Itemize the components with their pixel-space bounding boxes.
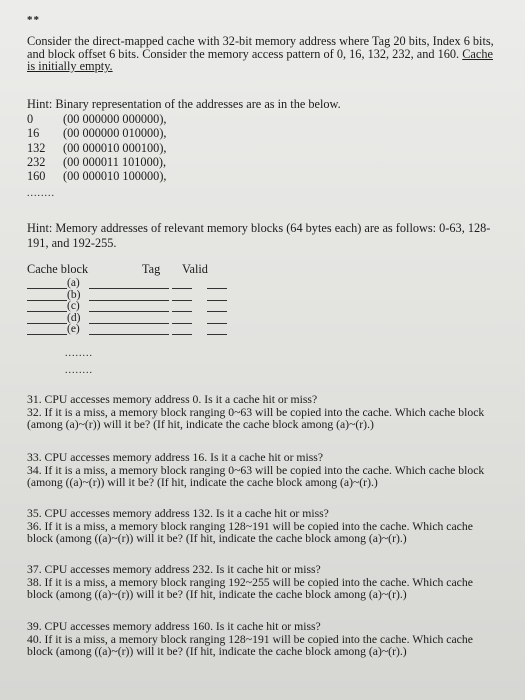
question-line: 33. CPU accesses memory address 16. Is it a cache hit or miss?: [27, 451, 324, 464]
address-binary: (00 000011 101000),: [63, 154, 167, 169]
question-line: 35. CPU accesses memory address 132. Is it a cache hit or miss?: [27, 507, 329, 520]
question-group: [27, 564, 497, 602]
address-row: [27, 126, 167, 140]
address-list: [27, 112, 167, 183]
question-line: 32. If it is a miss, a memory block ranging 0~63 will be copied into the cache. Which cache block (among (a)~(r)) will it be? (If hit, indicate the cache block among (a)~(r).): [27, 405, 485, 432]
address-binary: (00 000010 100000),: [63, 169, 167, 184]
question-line: 34. If it is a miss, a memory block ranging 0~63 will be copied into the cache. Which cache block (among ((a)~(r)) will it be? (If hit, indicate the cache block among (a)~(r).): [27, 463, 485, 490]
address-number: 0: [27, 112, 34, 126]
address-number: 232: [27, 154, 46, 169]
intro-paragraph: [27, 35, 502, 73]
valid-blank: [207, 311, 227, 312]
question-line: 31. CPU accesses memory address 0. Is it a cache hit or miss?: [27, 393, 318, 406]
cache-row-label: (c): [67, 300, 80, 313]
cache-ellipsis-dots: ........: [65, 348, 93, 359]
valid-blank: [207, 334, 227, 335]
ellipsis-dots: ........: [27, 188, 55, 199]
tag-blank: [172, 288, 192, 289]
address-number: 16: [27, 126, 40, 141]
valid-blank: [207, 323, 227, 324]
address-row: [27, 155, 167, 169]
address-row: [27, 112, 167, 126]
address-binary: (00 000010 000100),: [63, 140, 167, 155]
address-row: [27, 141, 167, 155]
cache-row-label: (e): [67, 323, 80, 336]
intro-text: Consider the direct-mapped cache with 32-bit memory address where Tag 20 bits, Index 6 bits, and block offset 6 bits. Consider the memory access pattern of 0, 16, 132, 232, and 160.: [27, 34, 494, 61]
intro-underlined-text: Cache is initially empty.: [27, 46, 493, 74]
question-group: [27, 452, 497, 490]
valid-blank: [207, 288, 227, 289]
question-line: 36. If it is a miss, a memory block ranging 128~191 will be copied into the cache. Which cache block (among ((a)~(r)) will it be? (If hit, indicate the cache block among (a)~(r).): [27, 519, 473, 546]
valid-blank: [207, 300, 227, 301]
tag-blank: [172, 323, 192, 324]
ellipsis-dots: ........: [65, 365, 93, 376]
header-tag: Tag: [142, 262, 161, 276]
question-group: [27, 621, 497, 659]
cache-row-label: (b): [67, 288, 81, 301]
question-line: 38. If it is a miss, a memory block ranging 192~255 will be copied into the cache. Which cache block (among ((a)~(r)) will it be? (If hit, indicate the cache block among (a)~(r).): [27, 575, 473, 602]
header-cache-block: Cache block: [27, 262, 89, 276]
question-group: [27, 508, 497, 546]
question-line: 39. CPU accesses memory address 160. Is it cache hit or miss?: [27, 620, 321, 633]
address-number: 160: [27, 169, 46, 184]
header-valid: Valid: [182, 262, 208, 276]
question-line: 40. If it is a miss, a memory block ranging 128~191 will be copied into the cache. Which cache block (among ((a)~(r)) will it be? (If hit, indicate the cache block among (a)~(r).): [27, 632, 473, 659]
tag-blank: [172, 311, 192, 312]
binary-hint: Hint: Binary representation of the addresses are as in the below.: [27, 97, 341, 111]
tag-blank: [172, 300, 192, 301]
address-binary: (00 000000 000000),: [63, 112, 167, 126]
question-group: [27, 394, 497, 432]
address-binary: (00 000000 010000),: [63, 126, 167, 141]
cache-row-label: (d): [67, 311, 81, 324]
address-row: [27, 169, 167, 183]
memory-block-hint: Hint: Memory addresses of relevant memory blocks (64 bytes each) are as follows: 0-63, 128-191, and 192-255.: [27, 221, 491, 250]
cache-row-label: (a): [67, 277, 80, 289]
question-line: 37. CPU accesses memory address 232. Is it cache hit or miss?: [27, 563, 321, 576]
address-number: 132: [27, 140, 46, 155]
stars-marker: **: [27, 14, 40, 26]
tag-blank: [172, 334, 192, 335]
